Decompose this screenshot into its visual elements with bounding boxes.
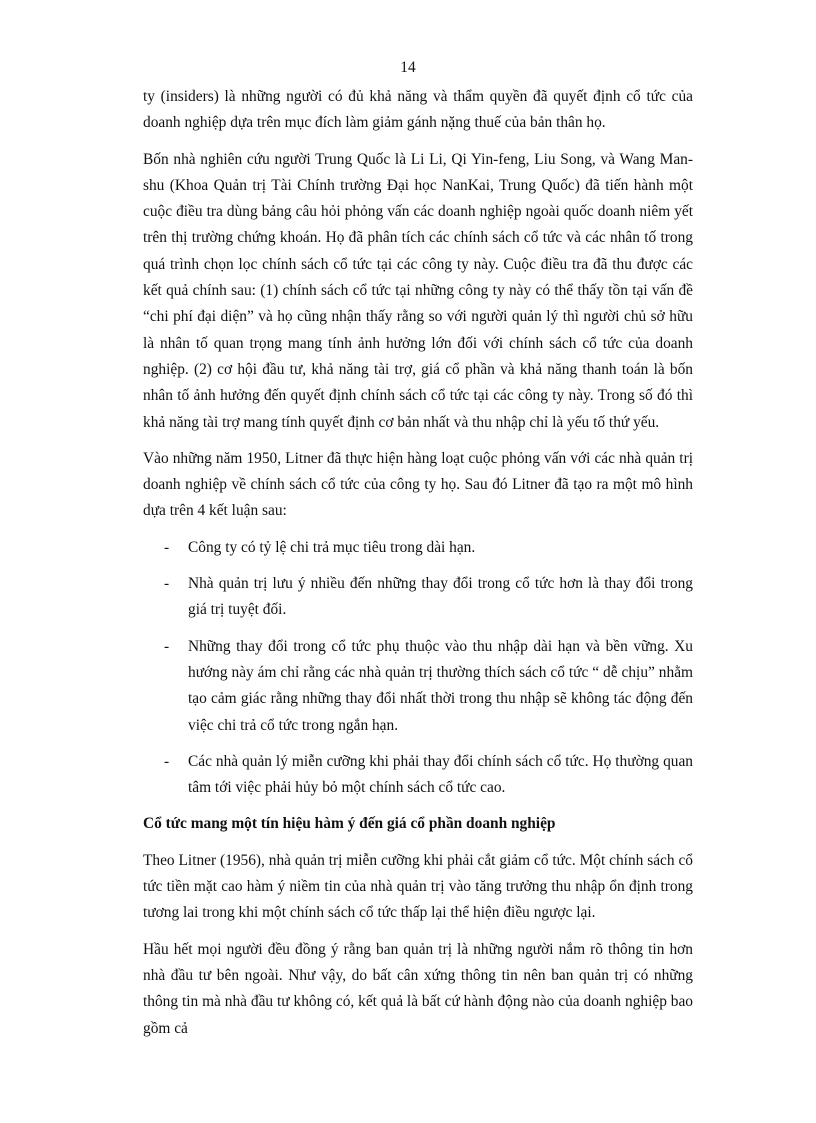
list-item-text: Công ty có tỷ lệ chi trả mục tiêu trong dài hạn. — [188, 538, 476, 556]
section-heading: Cổ tức mang một tín hiệu hàm ý đến giá cổ phần doanh nghiệp — [143, 815, 556, 833]
list-item-text: Những thay đổi trong cổ tức phụ thuộc vào thu nhập dài hạn và bền vững. Xu hướng này ám chỉ rằng các nhà quản trị thường thích sách cổ tức “ dễ chịu” nhằm tạo cảm giác rằng những thay đổi nhất thời trong thu nhập sẽ không tác động đến việc chi trả cổ tức trong ngắn hạn. — [188, 637, 693, 734]
dash-bullet: - — [164, 538, 170, 556]
list-item — [143, 535, 693, 561]
paragraph-litner-1956: Theo Litner (1956), nhà quản trị miễn cưỡng khi phải cắt giảm cổ tức. Một chính sách cổ tức tiền mặt cao hàm ý niềm tin của nhà quản trị vào tăng trưởng thu nhập ổn định trong tương lai trong khi một chính sách cổ tức thấp lại thể hiện điều ngược lại. — [143, 851, 693, 922]
body-text — [143, 84, 693, 1042]
paragraph-insiders: ty (insiders) là những người có đủ khả năng và thẩm quyền đã quyết định cổ tức của doanh nghiệp dựa trên mục đích làm giảm gánh nặng thuế của bản thân họ. — [143, 88, 693, 132]
paragraph-chinese-study: Bốn nhà nghiên cứu người Trung Quốc là Li Li, Qi Yin-feng, Liu Song, và Wang Man-shu (Khoa Quản trị Tài Chính trường Đại học NanKai, Trung Quốc) đã tiến hành một cuộc điều tra dùng bảng câu hỏi phỏng vấn các doanh nghiệp ngoài quốc doanh niêm yết trên thị trường chứng khoán. Họ đã phân tích các chính sách cổ tức và các nhân tố trong quá trình chọn lọc chính sách cổ tức tại các công ty này. Cuộc điều tra đã thu được các kết quả chính sau: (1) chính sách cổ tức tại những công ty này có thể thấy tồn tại vấn đề “chi phí đại diện” và họ cũng nhận thấy rằng so với người quản lý thì người chủ sở hữu là nhân tố quan trọng mang tính ảnh hưởng lớn đối với chính sách cổ tức của doanh nghiệp. (2) cơ hội đầu tư, khả năng tài trợ, giá cổ phần và khả năng thanh toán là bốn nhân tố ảnh hưởng đến quyết định chính sách cổ tức tại các công ty này. Trong số đó thì khả năng tài trợ mang tính quyết định cơ bản nhất và thu nhập chỉ là yếu tố thứ yếu. — [143, 150, 693, 431]
dash-bullet: - — [164, 752, 170, 770]
dash-bullet: - — [164, 575, 170, 593]
list-item-text: Nhà quản trị lưu ý nhiều đến những thay đổi trong cổ tức hơn là thay đổi trong giá trị tuyệt đối. — [188, 575, 693, 619]
list-item — [143, 634, 693, 739]
list-item — [143, 749, 693, 802]
page-number: 14 — [400, 59, 416, 76]
list-item — [143, 571, 693, 624]
litner-conclusions-list — [143, 535, 693, 802]
paragraph-litner-intro: Vào những năm 1950, Litner đã thực hiện hàng loạt cuộc phỏng vấn với các nhà quản trị doanh nghiệp về chính sách cổ tức của công ty họ. Sau đó Litner đã tạo ra một mô hình dựa trên 4 kết luận sau: — [143, 449, 693, 520]
list-item-text: Các nhà quản lý miễn cưỡng khi phải thay đổi chính sách cổ tức. Họ thường quan tâm tới việc phải hủy bỏ một chính sách cổ tức cao. — [188, 752, 693, 797]
paragraph-information-asymmetry: Hầu hết mọi người đều đồng ý rằng ban quản trị là những người nắm rõ thông tin hơn nhà đầu tư bên ngoài. Như vậy, do bất cân xứng thông tin nên ban quản trị có những thông tin mà nhà đầu tư không có, kết quả là bất cứ hành động nào của doanh nghiệp bao gồm cả — [143, 940, 693, 1037]
dash-bullet: - — [164, 637, 170, 655]
